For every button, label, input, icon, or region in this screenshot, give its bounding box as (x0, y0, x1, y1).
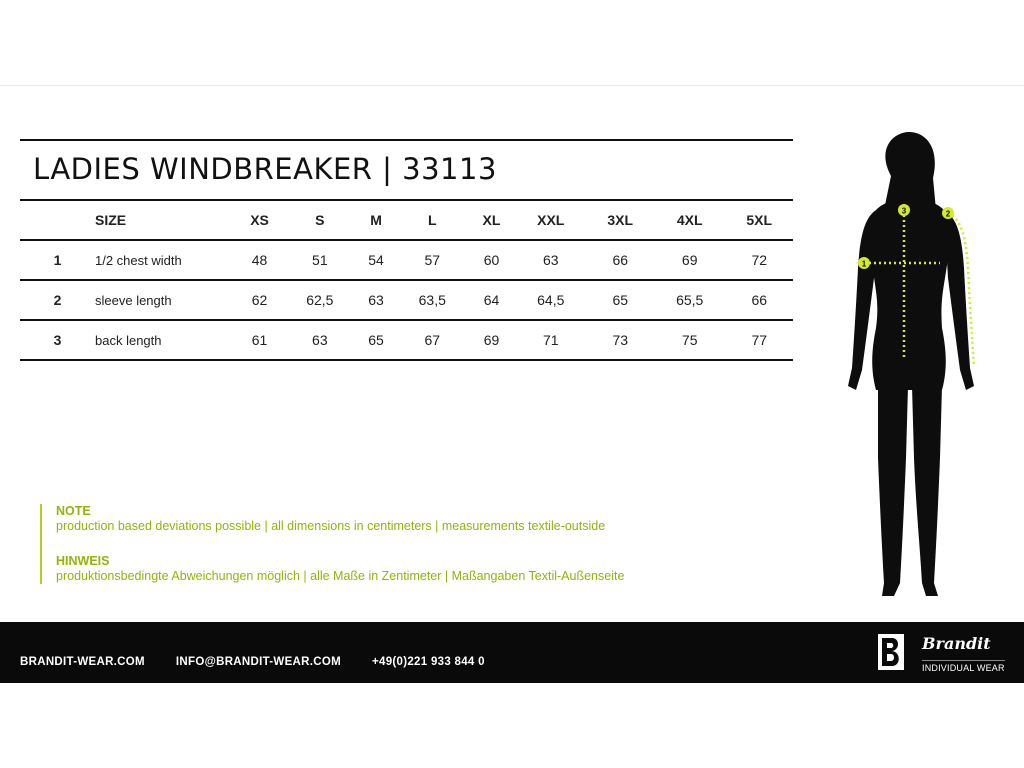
row-number: 1 (53, 252, 62, 268)
table-cell: 69 (483, 332, 500, 348)
table-row (20, 280, 793, 320)
table-row (20, 240, 793, 280)
table-cell: 60 (483, 252, 500, 268)
svg-text:3: 3 (901, 206, 907, 216)
table-cell: 69 (681, 252, 698, 268)
size-col-header: XXL (537, 212, 565, 228)
brand-b-icon (878, 634, 904, 670)
table-cell: 61 (251, 332, 268, 348)
body-measurement-figure (836, 128, 986, 608)
table-cell: 63 (368, 292, 384, 308)
silhouette (848, 132, 974, 596)
row-label: 1/2 chest width (95, 252, 182, 268)
brand-logo (878, 632, 1008, 676)
brand-tagline: INDIVIDUAL WEAR (922, 660, 1005, 673)
table-cell: 62 (251, 292, 268, 308)
table-cell: 75 (681, 332, 698, 348)
note-text: production based deviations possible | all dimensions in centimeters | measurements textile-outside (56, 519, 606, 533)
title-rule (20, 139, 793, 141)
table-cell: 48 (251, 252, 268, 268)
table-row (20, 320, 793, 360)
size-col-header: S (315, 212, 325, 228)
table-cell: 71 (542, 332, 559, 348)
notes-box (40, 504, 624, 584)
table-cell: 67 (424, 332, 441, 348)
email-link[interactable]: INFO@BRANDIT-WEAR.COM (175, 656, 341, 668)
page-title: LADIES WINDBREAKER | 33113 (33, 152, 497, 186)
marker-1 (858, 257, 870, 269)
size-header-label: SIZE (95, 212, 127, 228)
size-col-header: 4XL (676, 212, 703, 228)
size-col-header: XL (482, 212, 501, 228)
table-cell: 62,5 (306, 292, 334, 308)
size-col-header: L (427, 212, 437, 228)
size-col-header: M (370, 212, 382, 228)
size-table (20, 199, 793, 361)
table-cell: 63 (312, 332, 328, 348)
marker-2 (942, 207, 954, 219)
table-cell: 66 (612, 252, 629, 268)
table-cell: 72 (751, 252, 768, 268)
hinweis-heading: HINWEIS (56, 554, 110, 568)
row-label: sleeve length (95, 292, 172, 308)
table-cell: 65 (368, 332, 384, 348)
size-col-header: 3XL (607, 212, 634, 228)
row-number: 2 (53, 292, 62, 308)
size-col-header: XS (250, 212, 269, 228)
table-cell: 64,5 (537, 292, 565, 308)
table-cell: 66 (751, 292, 768, 308)
table-cell: 77 (751, 332, 768, 348)
phone-number: +49(0)221 933 844 0 (372, 656, 485, 668)
header-num-cell (20, 200, 95, 240)
table-cell: 64 (483, 292, 500, 308)
table-cell: 63,5 (418, 292, 446, 308)
website-link[interactable]: BRANDIT-WEAR.COM (20, 656, 145, 668)
size-chart-sheet (0, 85, 1024, 684)
brand-name: Brandit (922, 634, 991, 653)
svg-text:1: 1 (861, 259, 867, 269)
footer-bar (0, 622, 1024, 683)
size-header-row (20, 200, 793, 240)
table-cell: 73 (612, 332, 629, 348)
note-block (56, 504, 624, 534)
marker-3 (898, 204, 910, 216)
table-cell: 57 (424, 252, 441, 268)
row-number: 3 (53, 332, 62, 348)
hinweis-text: produktionsbedingte Abweichungen möglich | alle Maße in Zentimeter | Maßangaben Textil-Außenseite (56, 569, 625, 583)
table-cell: 63 (542, 252, 559, 268)
footer-contacts (20, 656, 485, 668)
table-cell: 51 (312, 252, 328, 268)
row-label: back length (95, 332, 162, 348)
note-heading: NOTE (56, 504, 91, 518)
table-cell: 65,5 (676, 292, 704, 308)
hinweis-block (56, 554, 624, 584)
size-col-header: 5XL (746, 212, 773, 228)
table-cell: 54 (368, 252, 384, 268)
svg-text:2: 2 (945, 209, 951, 219)
table-cell: 65 (612, 292, 629, 308)
